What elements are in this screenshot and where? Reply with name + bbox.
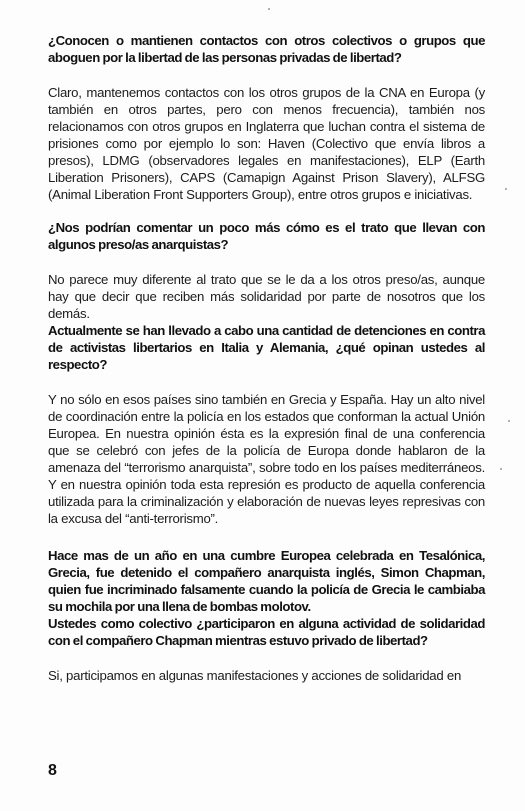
answer-contacts: Claro, mantenemos contactos con los otros grupos de la CNA en Europa (y también en otros partes, pero con menos frecuencia), también nos relacionamos con otros grupos en Inglaterra que luchan contra el sistema de prisiones como por ejemplo lo son: Haven (Colectivo que envía libros a presos), LDMG (observadores legales en manifestaciones), ELP (Earth Liberation Prisoners), CAPS (Camapign Against Prison Slavery), ALFSG (Animal Liberation Front Supporters Group), entre otros grupos e iniciativas. bbox=[48, 85, 485, 202]
scan-speck bbox=[268, 8, 270, 10]
question-chapman-context: Hace mas de un año en una cumbre Europea celebrada en Tesalónica, Grecia, fue detenido el compañero anarquista inglés, Simon Chapman, quien fue incriminado falsamente cuando la policía de Grecia le cambiaba su mochila por una llena de bombas molotov. bbox=[48, 548, 485, 614]
answer-treatment: No parece muy diferente al trato que se le da a los otros preso/as, aunque hay que decir que reciben más solidaridad por parte de nosotros que los demás. bbox=[48, 272, 485, 321]
answer-detentions: Y no sólo en esos países sino también en Grecia y España. Hay un alto nivel de coordinación entre la policía en los estados que conforman la actual Unión Europea. En nuestra opinión ésta es la expresión final de una conferencia que se celebró con jefes de la policía de Europa donde hablaron de la amenaza del “terrorismo anarquista”, sobre todo en los países mediterráneos. Y en nuestra opinión toda esta represión es producto de aquella conferencia utilizada para la criminalización y elaboración de nuevas leyes represivas con la excusa del “anti-terrorismo”. bbox=[48, 392, 485, 526]
document-page bbox=[48, 32, 485, 700]
scan-speck bbox=[500, 468, 502, 470]
page-number: 8 bbox=[48, 762, 57, 779]
scan-speck bbox=[508, 420, 510, 422]
scan-speck bbox=[505, 188, 507, 190]
question-detentions: Actualmente se han llevado a cabo una cantidad de detenciones en contra de activistas libertarios en Italia y Alemania, ¿qué opinan ustedes al respecto? bbox=[48, 323, 485, 372]
answer-chapman-solidarity: Si, participamos en algunas manifestaciones y acciones de solidaridad en bbox=[48, 668, 462, 683]
question-chapman-solidarity: Ustedes como colectivo ¿participaron en alguna actividad de solidaridad con el compañero Chapman mientras estuvo privado de libertad? bbox=[48, 616, 485, 648]
question-contacts: ¿Conocen o mantienen contactos con otros colectivos o grupos que aboguen por la libertad de las personas privadas de libertad? bbox=[48, 33, 485, 65]
question-treatment: ¿Nos podrían comentar un poco más cómo es el trato que llevan con algunos preso/as anarquistas? bbox=[48, 220, 485, 252]
